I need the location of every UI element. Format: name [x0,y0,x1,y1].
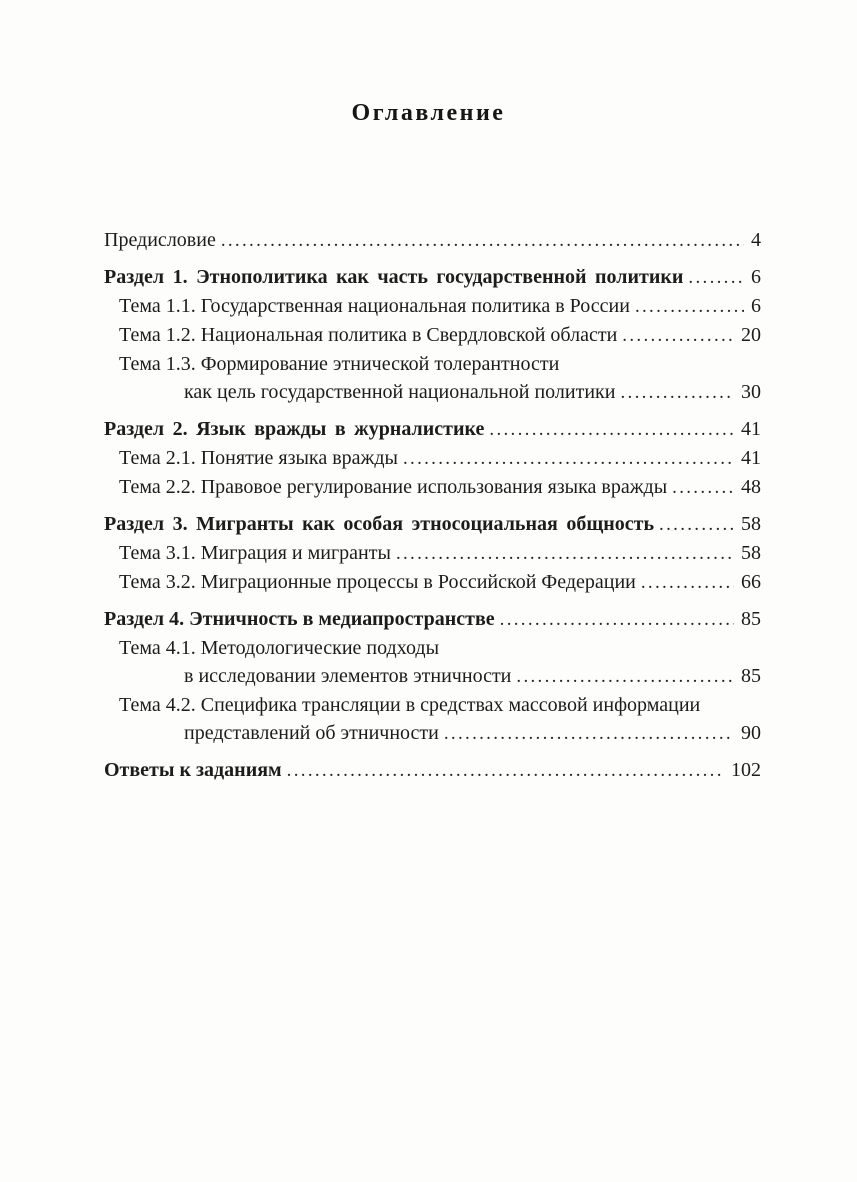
toc-page-number: 41 [741,418,761,440]
dot-leader [622,321,734,350]
toc-entry-line [104,634,761,662]
toc-page-number: 20 [741,324,761,346]
toc-entry-answers [104,756,761,785]
toc-entry-label: Тема 3.2. Миграционные процессы в Российской Федерации [119,571,636,593]
toc-entry-line [104,226,761,255]
dot-leader [659,510,734,539]
toc-entry-topic-1-2 [104,321,761,350]
table-of-contents [0,226,857,785]
toc-entry-topic-2-1 [104,444,761,473]
toc-page-number: 48 [741,476,761,498]
toc-page-number: 30 [741,381,761,403]
toc-entry-line [104,263,761,292]
toc-entry-label: как цель государственной национальной политики [184,381,616,403]
toc-entry-line [104,292,761,321]
toc-entry-line [104,510,761,539]
toc-entry-line [104,568,761,597]
dot-leader [444,719,734,748]
toc-page-number: 4 [751,229,761,251]
toc-entry-topic-3-2 [104,568,761,597]
toc-page-number: 90 [741,722,761,744]
dot-leader [641,568,734,597]
toc-entry-label: Тема 4.2. Специфика трансляции в средствах массовой информации [119,694,701,716]
dot-leader [396,539,734,568]
toc-entry-line [104,415,761,444]
toc-entry-label: Тема 2.2. Правовое регулирование использования языка вражды [119,476,668,498]
toc-entry-label: Тема 1.2. Национальная политика в Свердловской области [119,324,618,346]
toc-entry-line [104,350,761,378]
dot-leader [688,263,744,292]
toc-entry-section-1 [104,263,761,292]
toc-entry-line [104,756,761,785]
toc-entry-label: Раздел 2. Язык вражды в журналистике [104,418,485,440]
dot-leader [516,662,734,691]
toc-entry-line [104,378,761,407]
toc-entry-label: Раздел 1. Этнополитика как часть государственной политики [104,266,684,288]
toc-page-number: 58 [741,513,761,535]
toc-entry-line [104,444,761,473]
toc-page-number: 85 [741,608,761,630]
toc-entry-label: Ответы к заданиям [104,759,282,781]
toc-page-number: 58 [741,542,761,564]
dot-leader [500,605,734,634]
toc-entry-line [104,539,761,568]
toc-entry-label: Тема 3.1. Миграция и мигранты [119,542,391,564]
dot-leader [287,756,724,785]
dot-leader [635,292,744,321]
toc-entry-topic-4-1 [104,634,761,691]
toc-entry-preface [104,226,761,255]
toc-page-number: 6 [751,266,761,288]
toc-page-number: 41 [741,447,761,469]
toc-entry-line [104,662,761,691]
toc-entry-label: Раздел 3. Мигранты как особая этносоциальная общность [104,513,655,535]
toc-entry-line [104,473,761,502]
toc-entry-line [104,321,761,350]
toc-entry-label: представлений об этничности [184,722,439,744]
toc-entry-topic-3-1 [104,539,761,568]
toc-page-number: 6 [751,295,761,317]
dot-leader [672,473,734,502]
toc-entry-label: Предисловие [104,229,216,251]
toc-page-number: 66 [741,571,761,593]
toc-entry-label: Раздел 4. Этничность в медиапространстве [104,608,495,630]
toc-entry-section-3 [104,510,761,539]
page-title: Оглавление [351,100,506,126]
dot-leader [489,415,734,444]
dot-leader [620,378,734,407]
toc-entry-topic-1-1 [104,292,761,321]
dot-leader [403,444,734,473]
toc-entry-topic-4-2 [104,691,761,748]
toc-entry-label: Тема 1.3. Формирование этнической толерантности [119,353,560,375]
dot-leader [221,226,744,255]
toc-entry-section-4 [104,605,761,634]
toc-entry-line [104,719,761,748]
toc-page-number: 85 [741,665,761,687]
toc-entry-label: в исследовании элементов этничности [184,665,512,687]
toc-page-number: 102 [731,759,761,781]
toc-entry-line [104,605,761,634]
toc-entry-section-2 [104,415,761,444]
toc-entry-line [104,691,761,719]
toc-entry-topic-2-2 [104,473,761,502]
toc-entry-label: Тема 4.1. Методологические подходы [119,637,440,659]
toc-entry-label: Тема 1.1. Государственная национальная политика в России [119,295,630,317]
toc-entry-label: Тема 2.1. Понятие языка вражды [119,447,398,469]
toc-entry-topic-1-3 [104,350,761,407]
